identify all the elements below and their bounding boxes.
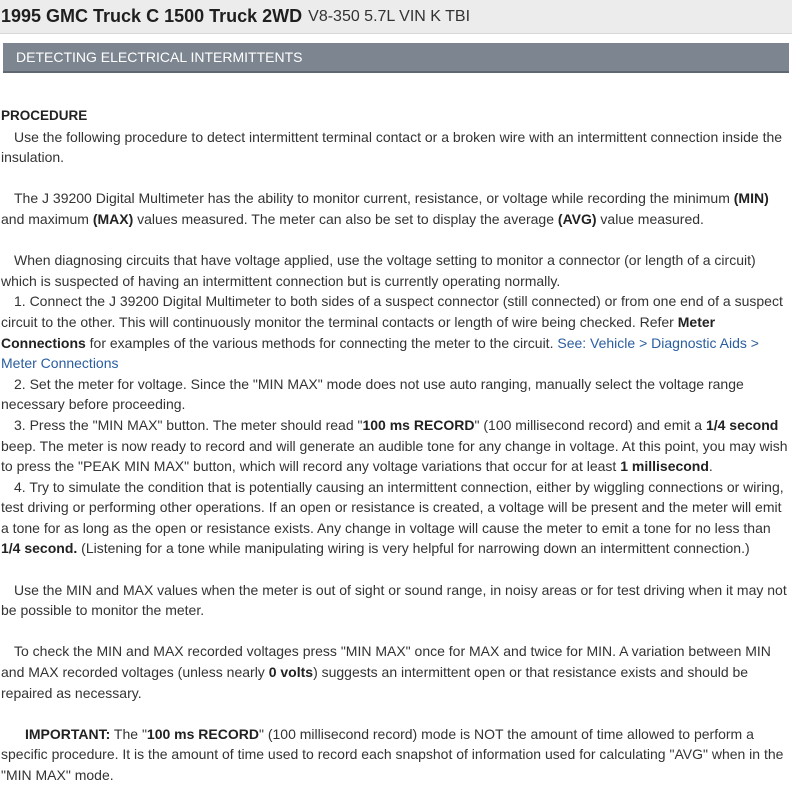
- step-2: 2. Set the meter for voltage. Since the "MIN MAX" mode does not use auto ranging, manually select the voltage range necessary before proceeding.: [1, 375, 744, 413]
- min-max-usage-paragraph: Use the MIN and MAX values when the meter is out of sight or sound range, in noisy areas or for test driving when it may not be possible to monitor the meter.: [1, 581, 787, 619]
- vehicle-header: [0, 0, 792, 34]
- intro-paragraph: Use the following procedure to detect intermittent terminal contact or a broken wire with an intermittent connection inside the insulation.: [1, 128, 783, 166]
- step-3: 3. Press the "MIN MAX" button. The meter should read "100 ms RECORD" (100 millisecond record) and emit a 1/4 second beep. The meter is now ready to record and will generate an audible tone for any change in voltage. At this point, you may wish to press the "PEAK MIN MAX" button, which will record any voltage variations that occur for at least 1 millisecond.: [1, 416, 788, 475]
- meter-connections-link[interactable]: See: Vehicle > Diagnostic Aids > Meter Connections: [1, 334, 759, 372]
- multimeter-paragraph: The J 39200 Digital Multimeter has the ability to monitor current, resistance, or voltage while recording the minimum (MIN) and maximum (MAX) values measured. The meter can also be set to display the average (AVG) value measured.: [1, 190, 769, 227]
- step-4: 4. Try to simulate the condition that is potentially causing an intermittent connection, either by wiggling connections or wiring, test driving or performing other operations. If an open or resistance is created, a voltage will be present and the meter will emit a tone for as long as the open or resistance exists. Any change in voltage will cause the meter to emit a tone for no less than 1/4 second. (Listening for a tone while manipulating wiring is very helpful for narrowing down an intermittent connection.): [1, 478, 784, 557]
- section-title-bar: [3, 43, 789, 73]
- diagnosing-paragraph: When diagnosing circuits that have voltage applied, use the voltage setting to monitor a connector (or length of a circuit) which is suspected of having an intermittent connection but is currently operating normally.: [1, 252, 756, 289]
- step-1: 1. Connect the J 39200 Digital Multimeter to both sides of a suspect connector (still connected) or from one end of a suspect circuit to the other. This will continuously monitor the terminal contacts or length of wire being checked. Refer Meter Connections for examples of the various methods for connecting the meter to the circuit. See: Vehicle > Diagnostic Aids > Meter Connections: [1, 293, 783, 372]
- procedure-heading: PROCEDURE: [1, 108, 88, 123]
- engine-spec: V8-350 5.7L VIN K TBI: [308, 7, 471, 25]
- check-voltages-paragraph: To check the MIN and MAX recorded voltages press "MIN MAX" once for MAX and twice for MIN. A variation between MIN and MAX recorded voltages (unless nearly 0 volts) suggests an intermittent open or that resistance exists and should be repaired as necessary.: [1, 643, 771, 701]
- procedure-content: [0, 106, 792, 786]
- section-title: DETECTING ELECTRICAL INTERMITTENTS: [16, 49, 303, 65]
- important-note: IMPORTANT: The "100 ms RECORD" (100 millisecond record) mode is NOT the amount of time allowed to perform a specific procedure. It is the amount of time used to record each snapshot of information used for calculating "AVG" when in the "MIN MAX" mode.: [1, 725, 784, 783]
- vehicle-title: 1995 GMC Truck C 1500 Truck 2WD: [1, 6, 303, 26]
